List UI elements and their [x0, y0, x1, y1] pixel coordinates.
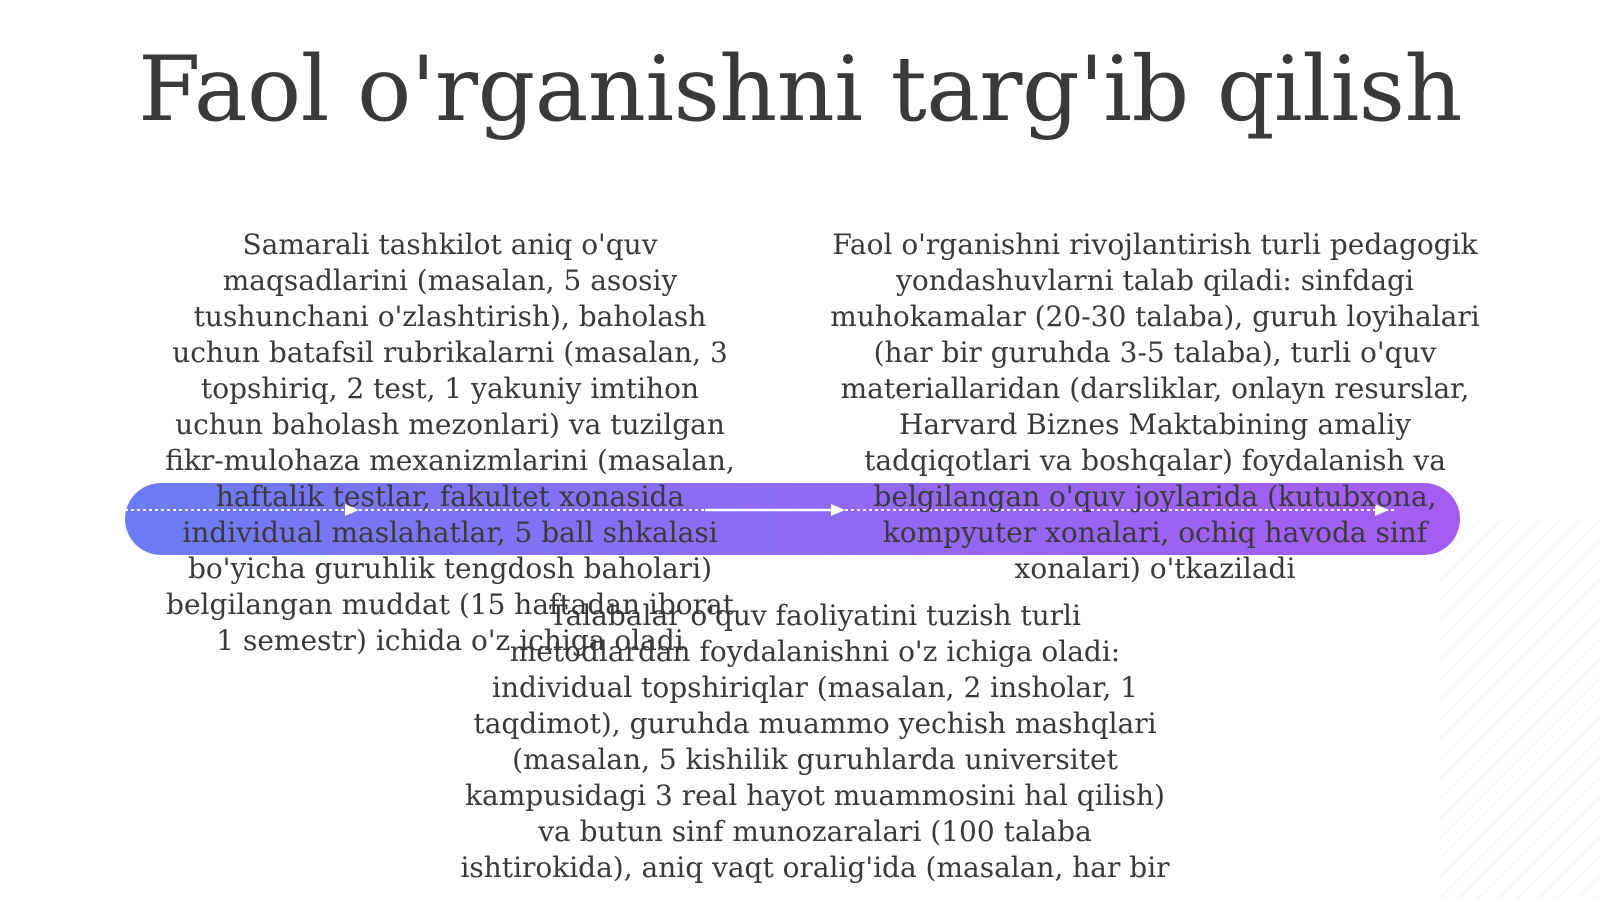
- left-text-block: Samarali tashkilot aniq o'quv maqsadlarini (masalan, 5 asosiy tushunchani o'zlashtirish), baholash uchun batafsil rubrikalarni (masalan, 3 topshiriq, 2 test, 1 yakuniy imtihon uchun baholash mezonlari) va tuzilgan fikr-mulohaza mexanizmlarini (masalan, haftalik testlar, fakultet xonasida individual maslahatlar, 5 ball shkalasi bo'yicha guruhlik tengdosh baholari) belgilangan muddat (15 haftadan iborat 1 semestr) ichida o'z ichiga oladi: [165, 228, 735, 657]
- slide-title: Faol o'rganishni targ'ib qilish: [138, 37, 1462, 142]
- bottom-text-block: Talabalar o'quv faoliyatini tuzish turli metodlardan foydalanishni o'z ichiga oladi: individual topshiriqlar (masalan, 2 insholar, 1 taqdimot), guruhda muammo yechish mashqlari (masalan, 5 kishilik guruhlarda universitet kampusidagi 3 real hayot muammosini hal qilish) va butun sinf munozaralari (100 talaba ishtirokida), aniq vaqt oralig'ida (masalan, har bir: [460, 599, 1170, 884]
- right-text-block: Faol o'rganishni rivojlantirish turli pedagogik yondashuvlarni talab qiladi: sinfdagi muhokamalar (20-30 talaba), guruh loyihalari (har bir guruhda 3-5 talaba), turli o'quv materiallaridan (darsliklar, onlayn resurslar, Harvard Biznes Maktabining amaliy tadqiqotlari va boshqalar) foydalanish va belgilangan o'quv joylarida (kutubxona, kompyuter xonalari, ochiq havoda sinf xonalari) o'tkaziladi: [830, 228, 1480, 585]
